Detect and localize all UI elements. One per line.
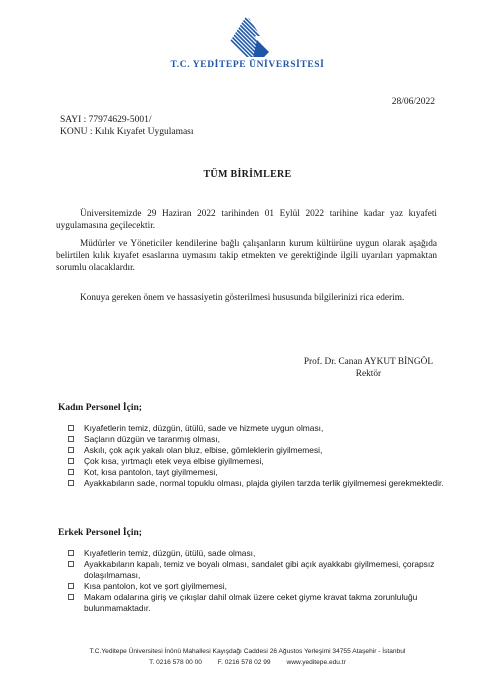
university-name: T.C. YEDİTEPE ÜNİVERSİTESİ bbox=[170, 60, 325, 70]
letter-meta bbox=[60, 114, 194, 138]
letter-date: 28/06/2022 bbox=[391, 97, 435, 107]
list-item: Kısa pantolon, kot ve şort giyilmemesi, bbox=[68, 581, 448, 592]
list-item: Çok kısa, yırtmaçlı etek veya elbise giyilmemesi, bbox=[68, 456, 448, 467]
checkbox-icon bbox=[68, 583, 74, 589]
signature-block bbox=[304, 356, 433, 380]
checkbox-icon bbox=[68, 425, 74, 431]
checkbox-icon bbox=[68, 447, 74, 453]
list-item: Saçların düzgün ve taranmış olması, bbox=[68, 434, 448, 445]
footer bbox=[0, 646, 495, 668]
paragraph-1: Üniversitemizde 29 Haziran 2022 tarihinden 01 Eylül 2022 tarihine kadar yaz kıyafeti uygulamasına geçilecektir. bbox=[56, 209, 437, 231]
footer-fax: F. 0216 578 02 99 bbox=[217, 659, 271, 666]
men-section-title: Erkek Personel İçin; bbox=[58, 528, 142, 538]
list-item: Ayakkabıların sade, normal topuklu olması, plajda giyilen tarzda terlik giyilmemesi gerekmektedir. bbox=[68, 478, 448, 489]
list-item: Kot, kısa pantolon, tayt giyilmemesi, bbox=[68, 467, 448, 478]
footer-address: T.C.Yeditepe Üniversitesi İnönü Mahallesi Kayışdağı Caddesi 26 Ağustos Yerleşimi 34755 Ataşehir - İstanbul bbox=[89, 648, 406, 655]
list-item: Ayakkabıların kapalı, temiz ve boyalı olması, sandalet gibi açık ayakkabı giyilmemesi, çorapsız dolaşılmaması, bbox=[68, 559, 448, 581]
signature-name: Prof. Dr. Canan AYKUT BİNGÖL bbox=[303, 357, 433, 367]
list-item: Makam odalarına giriş ve çıkışlar dahil olmak üzere ceket giyme kravat takma zorunluluğu bulunmamaktadır. bbox=[68, 592, 448, 614]
signature-title: Rektör bbox=[355, 369, 382, 379]
checkbox-icon bbox=[68, 594, 74, 600]
checkbox-icon bbox=[68, 480, 74, 486]
list-item: Askılı, çok açık yakalı olan bluz, elbise, gömleklerin giyilmemesi, bbox=[68, 445, 448, 456]
checkbox-icon bbox=[68, 469, 74, 475]
checkbox-icon bbox=[68, 458, 74, 464]
checkbox-icon bbox=[68, 561, 74, 567]
konu-line: KONU : Kılık Kıyafet Uygulaması bbox=[60, 127, 194, 137]
footer-website-link[interactable]: www.yeditepe.edu.tr bbox=[286, 659, 346, 666]
checkbox-icon bbox=[68, 436, 74, 442]
women-rules-list bbox=[68, 423, 448, 489]
yeditepe-triangle-logo-icon bbox=[219, 14, 275, 58]
recipient-heading: TÜM BİRİMLERE bbox=[203, 169, 292, 180]
footer-phone: T. 0216 578 00 00 bbox=[149, 659, 202, 666]
checkbox-icon bbox=[68, 550, 74, 556]
letterhead bbox=[0, 0, 495, 78]
women-section-title: Kadın Personel İçin; bbox=[58, 403, 142, 413]
sayi-line: SAYI : 77974629-5001/ bbox=[60, 115, 152, 125]
list-item: Kıyafetlerin temiz, düzgün, ütülü, sade ve hizmete uygun olması, bbox=[68, 423, 448, 434]
paragraph-3: Konuya gereken önem ve hassasiyetin gösterilmesi hususunda bilgilerinizi rica ederim. bbox=[80, 293, 405, 303]
footer-contacts bbox=[0, 657, 495, 668]
list-item: Kıyafetlerin temiz, düzgün, ütülü, sade olması, bbox=[68, 548, 448, 559]
paragraph-2: Müdürler ve Yöneticiler kendilerine bağlı çalışanların kurum kültürüne uygun olarak aşağıda belirtilen kılık kıyafet esaslarına uymasını takip etmekten ve gerektiğinde ilgili uyarıları yapmaktan sorumlu olacaklardır. bbox=[56, 239, 437, 273]
men-rules-list bbox=[68, 548, 448, 614]
